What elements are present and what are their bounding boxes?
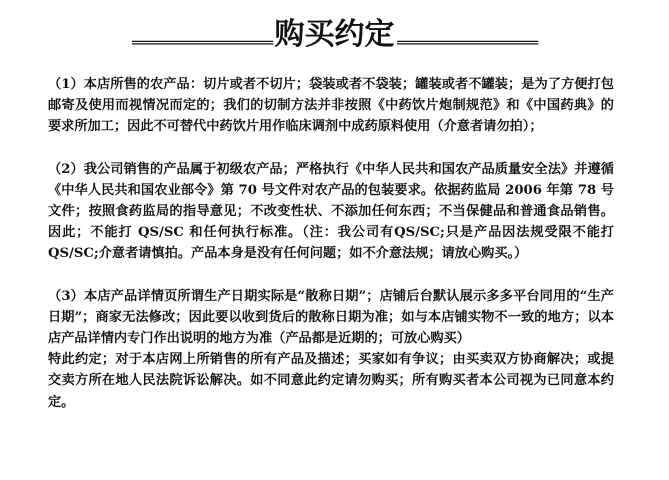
- paragraph-spacer: [48, 265, 614, 286]
- clause-1: （1）本店所售的农产品：切片或者不切片；袋装或者不袋装；罐装或者不罐装；是为了方便打包邮寄及使用而视情况而定的；我们的切制方法并非按照《中药饮片炮制规范》和《中国药典》的要求所加工；因此不可替代中药饮片用作临床调剂中成药原料使用（介意者请勿拍）；: [48, 77, 614, 135]
- page-title: 购买约定: [274, 17, 395, 52]
- special-agreement: 特此约定；对于本店网上所销售的所有产品及描述；买家如有争议；由买卖双方协商解决；或提交卖方所在地人民法院诉讼解决。如不同意此约定请勿购买；所有购买者本公司视为已同意本约定。: [48, 352, 614, 410]
- clause-3: （3）本店产品详情页所谓生产日期实际是“散称日期”；店铺后台默认展示多多平台同用的“生产日期”；商家无法修改；因此要以收到货后的散称日期为准；如与本店铺实物不一致的地方；以本店产品详情内专门作出说明的地方为准（产品都是近期的；可放心购买）: [48, 288, 614, 347]
- agreement-body: [48, 74, 614, 413]
- clause-2: （2）我公司销售的产品属于初级农产品；严格执行《中华人民共和国农产品质量安全法》并遵循《中华人民共和国农业部令》第 70 号文件对农产品的包装要求。依据药监局 2006 年第 78 号文件；按照食药监局的指导意见；不改变性状、不添加任何东西；不当保健品和普通食品销售。因此；不能打 QS/SC 和任何执行标准。（注：我公司有QS/SC;只是产品因法规受限不能打 QS/SC;介意者请慎拍。产品本身是没有任何问题；如不介意法规；请放心购买。）: [48, 161, 614, 262]
- header: [0, 14, 669, 54]
- paragraph-spacer: [48, 138, 614, 159]
- right-decoration: ==========================: [396, 36, 538, 49]
- left-decoration: ==========================: [131, 36, 273, 49]
